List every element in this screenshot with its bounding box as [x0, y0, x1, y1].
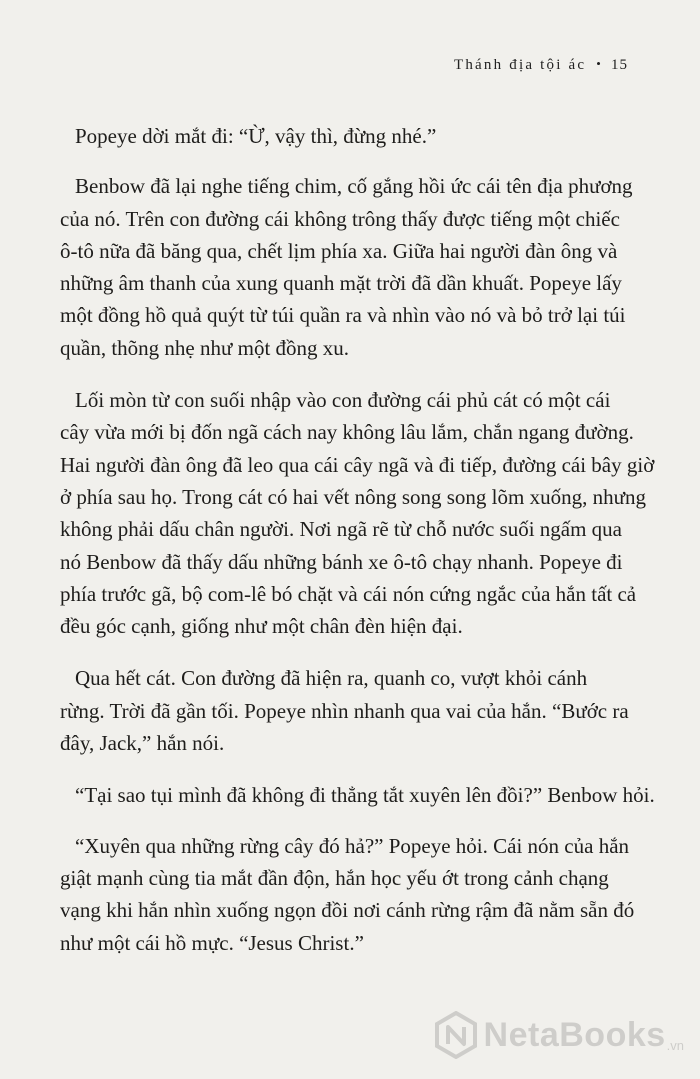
text-line: giật mạnh cùng tia mắt đần độn, hắn học yếu ớt trong cảnh chạng — [60, 865, 609, 890]
netabooks-watermark — [434, 1011, 684, 1059]
text-line: rừng. Trời đã gần tối. Popeye nhìn nhanh qua vai của hắn. “Bước ra — [60, 698, 629, 723]
text-line: đều góc cạnh, giống như một chân đèn hiện đại. — [60, 614, 463, 639]
paragraph — [60, 662, 640, 759]
body-text — [60, 120, 655, 979]
text-line: phía trước gã, bộ com-lê bó chặt và cái nón cứng ngắc của hắn tất cả — [60, 581, 637, 606]
text-line: Hai người đàn ông đã leo qua cái cây ngã và đi tiếp, đường cái bây giờ — [60, 452, 655, 477]
text-line: Benbow đã lại nghe tiếng chim, cố gắng hồi ức cái tên địa phương — [75, 174, 633, 199]
text-line: ở phía sau họ. Trong cát có hai vết nông song song lõm xuống, nhưng — [60, 484, 646, 509]
text-line: như một cái hồ mực. “Jesus Christ.” — [60, 930, 364, 955]
paragraph — [60, 170, 640, 364]
text-line: đây, Jack,” hắn nói. — [60, 731, 225, 756]
text-line: Qua hết cát. Con đường đã hiện ra, quanh co, vượt khỏi cánh — [75, 666, 588, 691]
text-line: Popeye dời mắt đi: “Ừ, vậy thì, đừng nhé.” — [75, 124, 437, 148]
paragraph — [60, 830, 640, 959]
text-line: những âm thanh của xung quanh mặt trời đã dần khuất. Popeye lấy — [60, 271, 622, 296]
watermark-brand: NetaBooks — [483, 1015, 666, 1054]
text-line: không phải dấu chân người. Nơi ngã rẽ từ chỗ nước suối ngấm qua — [60, 517, 623, 542]
book-title: Thánh địa tội ác — [453, 57, 587, 73]
text-line: của nó. Trên con đường cái không trông thấy được tiếng một chiếc — [60, 206, 620, 231]
text-line: Lối mòn từ con suối nhập vào con đường cái phủ cát có một cái — [75, 388, 611, 413]
netabooks-hexagon-logo-icon — [434, 1011, 478, 1059]
text-line: quần, thõng nhẹ như một đồng xu. — [60, 335, 350, 360]
page-number: 15 — [611, 57, 628, 73]
text-line: “Tại sao tụi mình đã không đi thẳng tắt xuyên lên đồi?” Benbow hỏi. — [75, 783, 655, 808]
text-line: một đồng hồ quả quýt từ túi quần ra và nhìn vào nó và bỏ trở lại túi — [60, 303, 626, 328]
text-line: nó Benbow đã thấy dấu những bánh xe ô-tô chạy nhanh. Popeye đi — [60, 549, 623, 574]
text-line: ô-tô nữa đã băng qua, chết lịm phía xa. Giữa hai người đàn ông và — [60, 238, 618, 263]
paragraph — [60, 779, 655, 811]
paragraph — [60, 384, 655, 642]
header-separator: • — [596, 56, 603, 71]
paragraph — [60, 120, 640, 152]
running-header — [454, 56, 628, 74]
text-line: vạng khi hắn nhìn xuống ngọn đồi nơi cánh rừng rậm đã nằm sẵn đó — [60, 898, 635, 923]
watermark-suffix: .vn — [666, 1038, 684, 1053]
text-line: cây vừa mới bị đốn ngã cách nay không lâu lắm, chắn ngang đường. — [60, 420, 634, 445]
text-line: “Xuyên qua những rừng cây đó hả?” Popeye hỏi. Cái nón của hắn — [75, 833, 630, 858]
